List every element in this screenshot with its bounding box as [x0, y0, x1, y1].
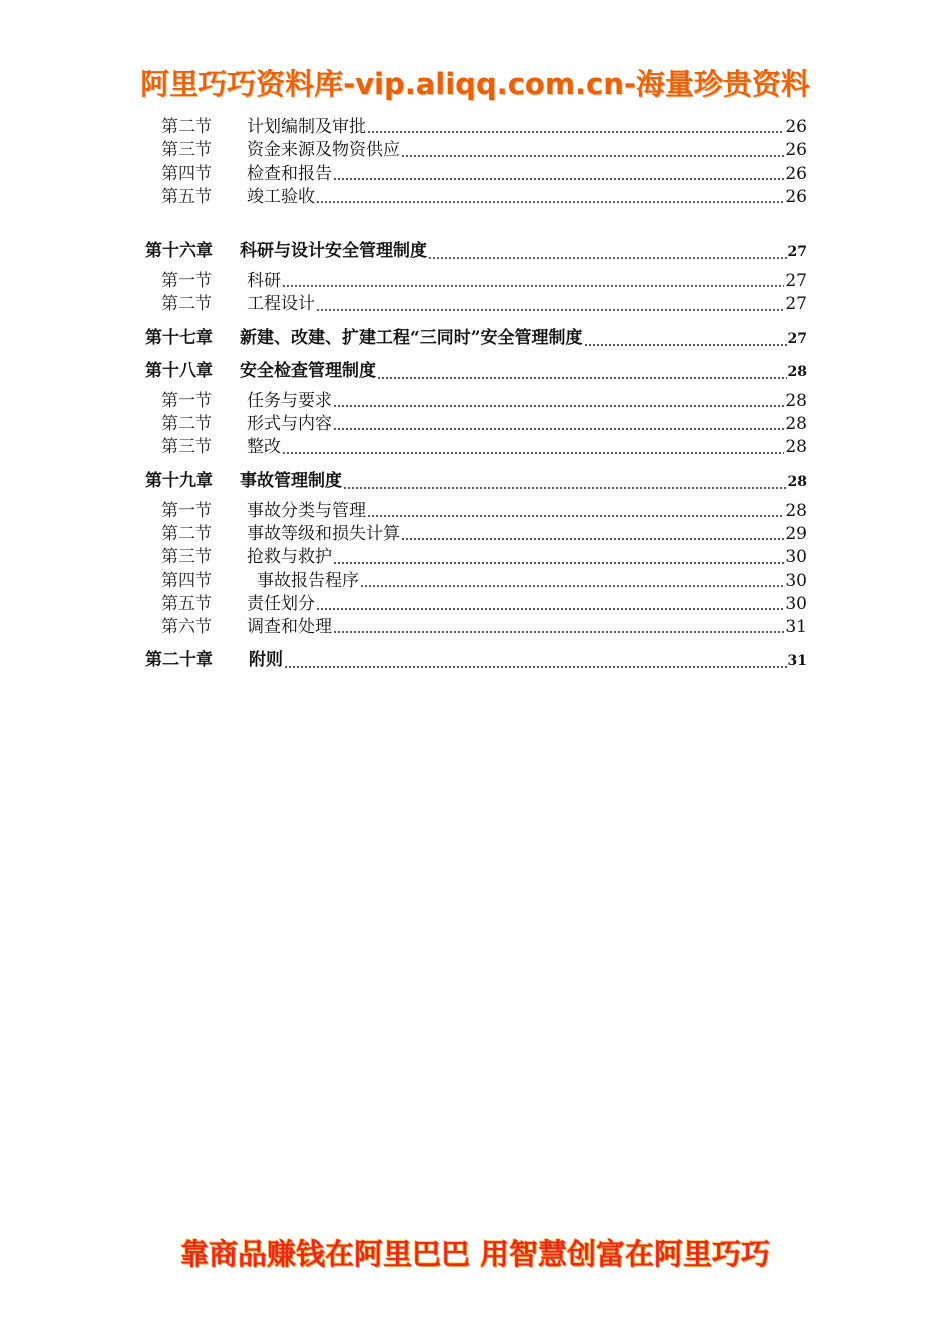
- section-title: 科研: [247, 271, 281, 292]
- chapter-number: 第二十章: [145, 650, 213, 671]
- section-number: 第一节: [161, 500, 212, 521]
- section-title: 责任划分: [247, 593, 315, 614]
- chapter-title: 科研与设计安全管理制度: [240, 241, 427, 262]
- section-title: 计划编制及审批: [247, 117, 366, 137]
- section-number: 第三节: [161, 547, 212, 568]
- toc-chapter-row[interactable]: [145, 359, 807, 383]
- section-number: 第五节: [161, 186, 212, 207]
- dot-leader: [360, 571, 784, 588]
- toc-chapter-row[interactable]: [145, 239, 807, 263]
- section-title: 事故分类与管理: [247, 500, 366, 521]
- section-title: 任务与要求: [247, 390, 332, 411]
- dot-leader: [367, 501, 784, 518]
- section-title: 整改: [247, 437, 281, 458]
- section-title: 抢救与救护: [247, 547, 332, 568]
- chapter-title: 安全检查管理制度: [240, 360, 376, 381]
- page-number: 27: [785, 271, 807, 292]
- section-number: 第五节: [161, 593, 212, 614]
- page-number: 31: [785, 617, 807, 638]
- toc-section-row[interactable]: [145, 616, 807, 639]
- dot-leader: [333, 548, 784, 565]
- section-title: 形式与内容: [247, 414, 332, 435]
- footer-banner: 靠商品赚钱在阿里巴巴 用智慧创富在阿里巧巧: [179, 1237, 771, 1271]
- page-number: 28: [785, 500, 807, 521]
- page-number: 30: [785, 593, 807, 614]
- toc-section-row[interactable]: [145, 523, 807, 546]
- section-title: 事故报告程序: [257, 570, 359, 591]
- table-of-contents: [145, 116, 807, 672]
- page-number: 27: [785, 294, 807, 315]
- page-number: 27: [787, 330, 807, 347]
- page-number: 26: [785, 140, 807, 161]
- dot-leader: [316, 594, 784, 611]
- page-number: 30: [785, 547, 807, 568]
- dot-leader: [333, 164, 784, 181]
- toc-section-row[interactable]: [145, 163, 807, 186]
- dot-leader: [377, 363, 787, 380]
- section-title: 检查和报告: [247, 163, 332, 184]
- section-number: 第二节: [161, 294, 212, 315]
- section-number: 第二节: [161, 117, 212, 137]
- page-number: 28: [785, 414, 807, 435]
- dot-leader: [401, 524, 784, 541]
- toc-section-row[interactable]: [145, 546, 807, 569]
- toc-section-row[interactable]: [145, 116, 807, 139]
- toc-section-row[interactable]: [145, 186, 807, 209]
- page-number: 27: [787, 244, 807, 261]
- dot-leader: [333, 391, 784, 408]
- toc-section-row[interactable]: [145, 139, 807, 162]
- dot-leader: [282, 438, 784, 455]
- section-number: 第一节: [161, 271, 212, 292]
- dot-leader: [316, 295, 784, 312]
- page-number: 30: [785, 570, 807, 591]
- page-number: 28: [787, 473, 807, 490]
- toc-section-row[interactable]: [145, 390, 807, 413]
- section-title: 调查和处理: [247, 617, 332, 638]
- dot-leader: [428, 243, 787, 260]
- section-number: 第三节: [161, 140, 212, 161]
- section-number: 第六节: [161, 617, 212, 638]
- chapter-title: 事故管理制度: [240, 470, 342, 491]
- chapter-number: 第十六章: [145, 241, 213, 262]
- header-banner: 阿里巧巧资料库-vip.aliqq.com.cn-海量珍贵资料: [140, 67, 810, 101]
- dot-leader: [401, 141, 784, 158]
- section-number: 第一节: [161, 390, 212, 411]
- page-number: 28: [787, 363, 807, 380]
- toc-section-row[interactable]: [145, 593, 807, 616]
- section-title: 竣工验收: [247, 186, 315, 207]
- section-title: 资金来源及物资供应: [247, 140, 400, 161]
- toc-section-row[interactable]: [145, 570, 807, 593]
- chapter-number: 第十八章: [145, 360, 213, 381]
- dot-leader: [333, 414, 784, 431]
- toc-chapter-row[interactable]: [145, 326, 807, 350]
- page-number: 26: [785, 186, 807, 207]
- page-number: 31: [787, 653, 807, 670]
- dot-leader: [343, 473, 787, 490]
- toc-section-row[interactable]: [145, 293, 807, 316]
- section-number: 第四节: [161, 570, 212, 591]
- chapter-title: 新建、改建、扩建工程“三同时”安全管理制度: [240, 327, 583, 348]
- chapter-number: 第十九章: [145, 470, 213, 491]
- section-number: 第二节: [161, 414, 212, 435]
- toc-section-row[interactable]: [145, 500, 807, 523]
- toc-section-row[interactable]: [145, 436, 807, 459]
- page-number: 28: [785, 390, 807, 411]
- dot-leader: [333, 617, 784, 634]
- section-title: 事故等级和损失计算: [247, 523, 400, 544]
- chapter-number: 第十七章: [145, 327, 213, 348]
- section-number: 第三节: [161, 437, 212, 458]
- toc-section-row[interactable]: [145, 413, 807, 436]
- toc-chapter-row[interactable]: [145, 469, 807, 493]
- toc-section-row[interactable]: [145, 270, 807, 293]
- dot-leader: [284, 652, 787, 669]
- dot-leader: [367, 117, 784, 134]
- page-number: 29: [785, 523, 807, 544]
- dot-leader: [584, 330, 787, 347]
- section-number: 第四节: [161, 163, 212, 184]
- toc-chapter-row[interactable]: [145, 648, 807, 672]
- section-title: 工程设计: [247, 294, 315, 315]
- chapter-title: 附则: [249, 650, 283, 671]
- page-number: 26: [785, 163, 807, 184]
- dot-leader: [282, 271, 784, 288]
- section-number: 第二节: [161, 523, 212, 544]
- dot-leader: [316, 187, 784, 204]
- page-number: 28: [785, 437, 807, 458]
- page-number: 26: [785, 117, 807, 137]
